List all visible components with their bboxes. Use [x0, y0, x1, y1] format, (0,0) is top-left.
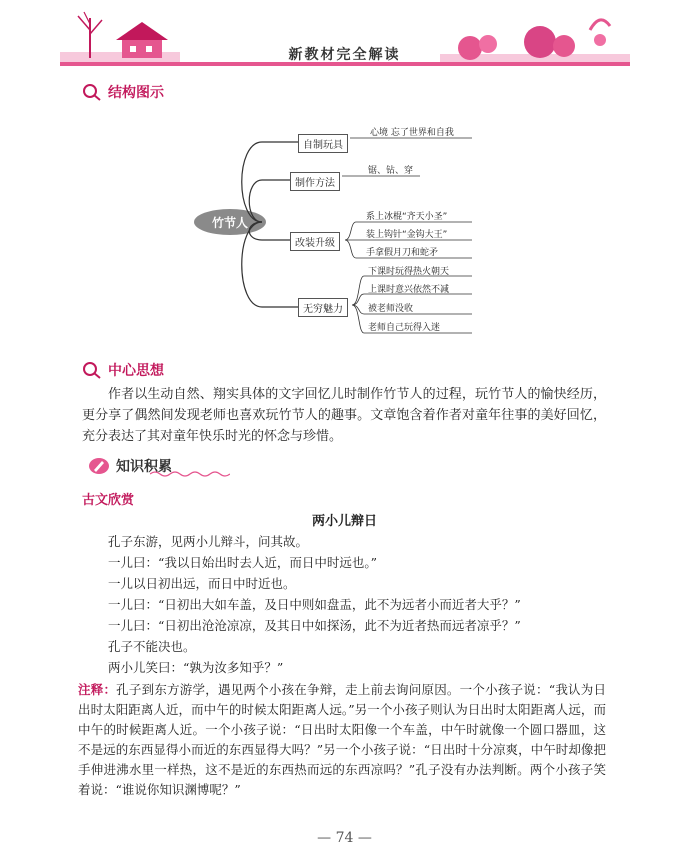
mindmap-leaf: 老师自己玩得入迷 — [368, 323, 441, 333]
mindmap-leaf: 锯、钻、穿 — [368, 166, 414, 176]
poem-line: 一儿曰：“日初出大如车盖，及日中则如盘盂，此不为远者小而近者大乎？” — [108, 597, 521, 612]
annotation-label: 注释： — [78, 682, 117, 697]
annotation-text: 孔子到东方游学，遇见两个小孩在争辩，走上前去询问原因。一个小孩子说：“我认为日出时太阳距离人近，而中午的时候太阳距离人远。”另一个小孩子则认为日出时太阳距离人远，而中午的时候距离人近。一个小孩子说：“日出时太阳像一个车盖，中午时就像一个圆口器皿，这不是远的东西显得小而近的东西显得大吗？”另一个小孩子说：“日出时十分凉爽，中午时却像把手伸进沸水里一样热，这不是近的东西热而远的东西凉吗？”孔子没有办法判断。两个小孩子笑着说：“谁说你知识渊博呢？” — [78, 682, 606, 797]
wavy-underline — [150, 470, 230, 478]
book-title: 新教材完全解读 — [288, 47, 401, 63]
mindmap-leaf: 上课时意兴依然不减 — [368, 285, 450, 295]
mindmap-branch: 改装升级 — [290, 232, 340, 251]
poem-line: 孔子东游，见两小儿辩斗，问其故。 — [108, 534, 309, 549]
magnifier-icon — [82, 361, 102, 379]
poem-line: 一儿以日初出远，而日中时近也。 — [108, 576, 296, 591]
mindmap-branch: 制作方法 — [290, 172, 340, 191]
mindmap-leaf: 装上钩针“金钩大王” — [366, 230, 448, 240]
page-number: 74 — [335, 830, 354, 846]
theme-paragraph: 作者以生动自然、翔实具体的文字回忆儿时制作竹节人的过程，玩竹节人的愉快经历，更分享了偶然间发现老师也喜欢玩竹节人的趣事。文章饱含着作者对童年往事的美好回忆，充分表达了其对童年快乐时光的怀念与珍惜。 — [82, 387, 606, 444]
subsection-title: 古文欣赏 — [82, 493, 135, 508]
mindmap-leaf: 被老师没收 — [368, 304, 414, 314]
mindmap-leaf: 手拿假月刀和蛇矛 — [366, 248, 439, 258]
page-footer: — 74 — — [317, 830, 372, 846]
section-title: 中心思想 — [108, 363, 164, 379]
section-heading-theme — [82, 360, 164, 380]
poem-line: 孔子不能决也。 — [108, 639, 196, 654]
pen-badge-icon — [88, 457, 110, 475]
mindmap-branch: 无穷魅力 — [298, 298, 348, 317]
mindmap-leaf: 心境 忘了世界和自我 — [370, 128, 454, 138]
mindmap-branch: 自制玩具 — [298, 134, 348, 153]
section-title: 知识积累 — [116, 459, 172, 475]
poem-title: 两小儿辩日 — [311, 514, 377, 529]
poem-line: 一儿曰：“我以日始出时去人近，而日中时远也。” — [108, 555, 378, 570]
mindmap-root: 竹节人 — [211, 216, 248, 230]
mindmap-leaf: 系上冰棍“齐天小圣” — [366, 212, 448, 222]
section-title: 结构图示 — [108, 85, 164, 101]
poem-line: 两小儿笑曰：“孰为汝多知乎？” — [108, 660, 284, 675]
mindmap-leaf: 下课时玩得热火朝天 — [368, 267, 450, 277]
annotation-paragraph — [78, 680, 606, 800]
poem-line: 一儿曰：“日初出沧沧凉凉，及其日中如探汤，此不为近者热而远者凉乎？” — [108, 618, 521, 633]
